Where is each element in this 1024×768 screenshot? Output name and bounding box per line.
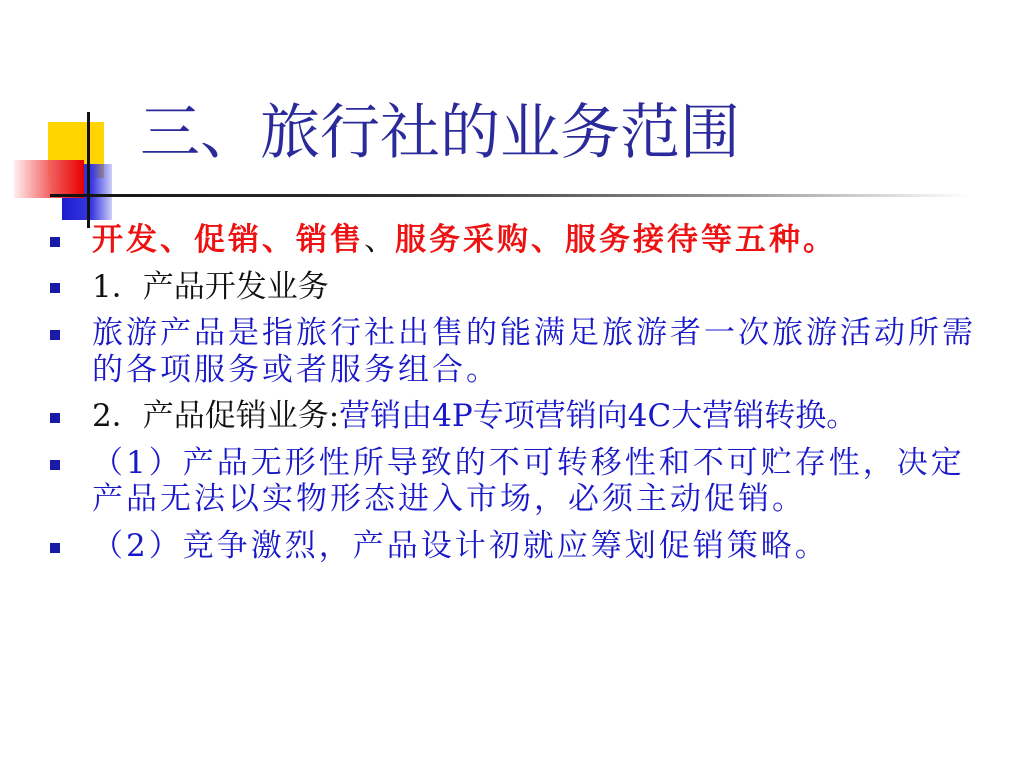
point-1-text: （1）产品无形性所导致的不可转移性和不可贮存性，决定产品无法以实物形态进入市场，必须主动促销。: [92, 444, 965, 518]
square-bullet-icon: [50, 283, 60, 293]
bullet-item-product-definition: [50, 315, 990, 388]
business-types-separator: 、: [364, 222, 395, 258]
business-types-text-b: 服务采购、服务接待等五种。: [395, 222, 837, 258]
bullet-item-product-promotion: [50, 398, 990, 435]
decor-vertical-line: [87, 112, 90, 228]
square-bullet-icon: [50, 543, 60, 553]
business-types-text-a: 开发、促销、销售: [92, 222, 364, 258]
square-bullet-icon: [50, 460, 60, 470]
bullet-item-business-types: [50, 222, 990, 259]
slide-title: 三、旅行社的业务范围: [140, 98, 740, 168]
title-underline: [50, 194, 970, 197]
decor-red-bar: [14, 160, 84, 198]
product-promotion-text: 营销由4P专项营销向4C大营销转换。: [339, 398, 858, 435]
point-2-text: （2）竞争激烈，产品设计初就应筹划促销策略。: [92, 528, 829, 565]
bullet-list: [50, 222, 990, 575]
product-development-heading: 1．产品开发业务: [92, 268, 329, 305]
bullet-item-product-development: [50, 269, 990, 306]
square-bullet-icon: [50, 330, 60, 340]
bullet-item-point-1: [50, 445, 990, 518]
product-promotion-heading: 2．产品促销业务:: [92, 398, 340, 435]
product-definition-text: 旅游产品是指旅行社出售的能满足旅游者一次旅游活动所需的各项服务或者服务组合。: [92, 315, 976, 388]
bullet-item-point-2: [50, 528, 990, 565]
square-bullet-icon: [50, 413, 60, 423]
square-bullet-icon: [50, 237, 60, 247]
